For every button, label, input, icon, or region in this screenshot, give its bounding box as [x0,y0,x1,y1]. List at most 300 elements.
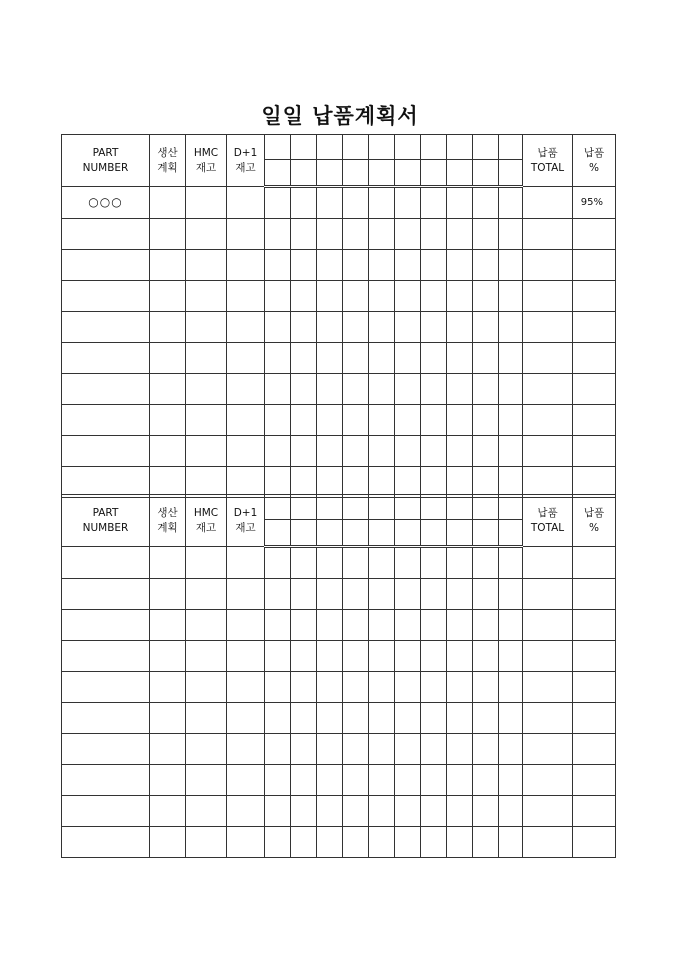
table-cell[interactable] [473,579,499,610]
table-cell[interactable] [447,312,473,343]
table-cell[interactable] [343,520,369,547]
table-cell[interactable] [447,520,473,547]
table-cell[interactable] [473,765,499,796]
table-cell[interactable] [150,579,186,610]
table-cell[interactable] [291,641,317,672]
table-cell[interactable] [369,467,395,498]
table-cell[interactable] [447,219,473,250]
table-cell[interactable] [227,374,265,405]
table-cell[interactable] [395,641,421,672]
table-cell[interactable] [317,250,343,281]
table-cell[interactable] [473,436,499,467]
table-cell[interactable] [473,467,499,498]
table-cell[interactable] [343,547,369,579]
table-cell[interactable] [395,672,421,703]
table-cell[interactable] [421,827,447,858]
table-cell[interactable] [227,579,265,610]
table-cell[interactable] [150,374,186,405]
table-cell[interactable] [343,187,369,219]
table-cell[interactable] [317,436,343,467]
table-cell[interactable] [186,734,227,765]
table-cell[interactable] [291,547,317,579]
table-cell[interactable] [573,734,616,765]
table-cell[interactable] [150,703,186,734]
table-cell[interactable] [447,436,473,467]
table-cell[interactable] [62,343,150,374]
table-cell[interactable] [499,436,523,467]
table-cell[interactable] [421,495,447,520]
table-cell[interactable] [447,343,473,374]
table-cell[interactable] [395,250,421,281]
table-cell[interactable] [369,343,395,374]
table-cell[interactable] [150,187,186,219]
table-cell[interactable] [317,734,343,765]
table-cell[interactable] [573,343,616,374]
table-cell[interactable] [473,796,499,827]
table-cell[interactable] [523,547,573,579]
table-cell[interactable] [265,374,291,405]
table-cell[interactable] [421,343,447,374]
table-cell[interactable] [395,734,421,765]
table-cell[interactable] [62,467,150,498]
table-cell[interactable] [421,703,447,734]
table-cell[interactable] [343,374,369,405]
table-cell[interactable] [291,827,317,858]
table-cell[interactable] [395,827,421,858]
table-cell[interactable] [447,405,473,436]
table-cell[interactable] [150,610,186,641]
table-cell[interactable] [186,610,227,641]
table-cell[interactable] [62,827,150,858]
table-cell[interactable] [227,312,265,343]
table-cell[interactable] [369,827,395,858]
table-cell[interactable] [265,135,291,160]
table-cell[interactable] [317,160,343,187]
table-cell[interactable] [343,827,369,858]
table-cell[interactable] [473,405,499,436]
table-cell[interactable] [317,579,343,610]
table-cell[interactable] [369,520,395,547]
table-cell[interactable] [499,579,523,610]
table-cell[interactable] [227,187,265,219]
table-cell[interactable] [265,436,291,467]
table-cell[interactable] [473,312,499,343]
table-cell[interactable] [369,312,395,343]
table-cell[interactable] [186,672,227,703]
table-cell[interactable] [523,796,573,827]
table-cell[interactable] [473,610,499,641]
table-cell[interactable] [291,796,317,827]
table-cell[interactable] [499,734,523,765]
table-cell[interactable] [573,281,616,312]
table-cell[interactable] [291,281,317,312]
table-cell[interactable] [473,520,499,547]
table-cell[interactable] [573,765,616,796]
table-cell[interactable] [62,405,150,436]
table-cell[interactable] [369,495,395,520]
table-cell[interactable] [186,579,227,610]
table-cell[interactable] [369,610,395,641]
table-cell[interactable] [573,467,616,498]
table-cell[interactable] [227,610,265,641]
table-cell[interactable] [369,219,395,250]
table-cell[interactable] [265,579,291,610]
table-cell[interactable] [447,765,473,796]
table-cell[interactable] [447,374,473,405]
table-cell[interactable] [421,160,447,187]
table-cell[interactable] [62,610,150,641]
table-cell[interactable] [150,467,186,498]
table-cell[interactable] [573,610,616,641]
table-cell[interactable] [62,547,150,579]
table-cell[interactable] [291,374,317,405]
table-cell[interactable] [499,405,523,436]
table-cell[interactable] [447,467,473,498]
table-cell[interactable] [499,250,523,281]
table-cell[interactable] [317,495,343,520]
table-cell[interactable] [343,579,369,610]
table-cell[interactable] [186,436,227,467]
table-cell[interactable] [291,610,317,641]
table-cell[interactable] [291,250,317,281]
table-cell[interactable] [499,765,523,796]
table-cell[interactable] [369,641,395,672]
table-cell[interactable] [523,281,573,312]
table-cell[interactable] [523,405,573,436]
table-cell[interactable] [150,436,186,467]
table-cell[interactable] [62,796,150,827]
table-cell[interactable] [369,703,395,734]
table-cell[interactable] [421,281,447,312]
table-cell[interactable] [523,436,573,467]
table-cell[interactable] [473,250,499,281]
table-cell[interactable] [395,135,421,160]
table-cell[interactable] [447,187,473,219]
table-cell[interactable] [499,641,523,672]
table-cell[interactable] [343,703,369,734]
table-cell[interactable] [473,219,499,250]
table-cell[interactable] [317,312,343,343]
table-cell[interactable] [421,547,447,579]
table-cell[interactable] [265,703,291,734]
table-cell[interactable] [343,343,369,374]
table-cell[interactable] [227,219,265,250]
table-cell[interactable] [265,827,291,858]
table-cell[interactable] [395,495,421,520]
table-cell[interactable] [150,641,186,672]
table-cell[interactable] [395,703,421,734]
part-number-cell[interactable]: ○○○ [62,187,150,219]
table-cell[interactable] [227,250,265,281]
table-cell[interactable] [395,405,421,436]
table-cell[interactable] [499,827,523,858]
table-cell[interactable] [473,343,499,374]
table-cell[interactable] [265,610,291,641]
table-cell[interactable] [369,579,395,610]
table-cell[interactable] [227,405,265,436]
table-cell[interactable] [573,312,616,343]
table-cell[interactable] [265,250,291,281]
table-cell[interactable] [369,374,395,405]
table-cell[interactable] [343,405,369,436]
table-cell[interactable] [523,219,573,250]
table-cell[interactable] [291,765,317,796]
table-cell[interactable] [186,765,227,796]
table-cell[interactable] [573,796,616,827]
table-cell[interactable] [523,312,573,343]
table-cell[interactable] [317,374,343,405]
table-cell[interactable] [62,219,150,250]
table-cell[interactable] [186,312,227,343]
table-cell[interactable] [421,135,447,160]
table-cell[interactable] [369,796,395,827]
table-cell[interactable] [150,312,186,343]
table-cell[interactable] [265,281,291,312]
table-cell[interactable] [499,187,523,219]
table-cell[interactable] [291,495,317,520]
table-cell[interactable] [447,672,473,703]
table-cell[interactable] [317,827,343,858]
table-cell[interactable] [186,187,227,219]
table-cell[interactable] [343,610,369,641]
table-cell[interactable] [573,547,616,579]
table-cell[interactable] [421,250,447,281]
table-cell[interactable] [150,547,186,579]
table-cell[interactable] [395,312,421,343]
table-cell[interactable] [447,495,473,520]
table-cell[interactable] [62,374,150,405]
table-cell[interactable] [343,281,369,312]
table-cell[interactable] [150,796,186,827]
table-cell[interactable] [186,281,227,312]
table-cell[interactable] [265,405,291,436]
table-cell[interactable] [447,160,473,187]
table-cell[interactable] [421,405,447,436]
table-cell[interactable] [499,135,523,160]
table-cell[interactable] [447,547,473,579]
table-cell[interactable] [265,187,291,219]
table-cell[interactable] [473,135,499,160]
table-cell[interactable] [317,796,343,827]
table-cell[interactable] [447,734,473,765]
table-cell[interactable] [150,250,186,281]
table-cell[interactable] [395,520,421,547]
table-cell[interactable] [291,520,317,547]
table-cell[interactable] [317,672,343,703]
table-cell[interactable] [447,135,473,160]
table-cell[interactable] [186,467,227,498]
table-cell[interactable] [343,436,369,467]
table-cell[interactable] [421,765,447,796]
table-cell[interactable] [186,827,227,858]
table-cell[interactable] [499,160,523,187]
table-cell[interactable] [186,343,227,374]
table-cell[interactable] [421,374,447,405]
table-cell[interactable] [291,703,317,734]
table-cell[interactable] [62,250,150,281]
table-cell[interactable] [265,734,291,765]
table-cell[interactable] [421,796,447,827]
table-cell[interactable] [343,312,369,343]
table-cell[interactable] [473,641,499,672]
table-cell[interactable] [265,672,291,703]
table-cell[interactable] [499,219,523,250]
table-cell[interactable] [291,467,317,498]
table-cell[interactable] [317,135,343,160]
table-cell[interactable] [523,343,573,374]
table-cell[interactable] [499,467,523,498]
table-cell[interactable] [186,250,227,281]
table-cell[interactable] [473,703,499,734]
table-cell[interactable] [523,579,573,610]
table-cell[interactable] [447,579,473,610]
table-cell[interactable] [369,281,395,312]
table-cell[interactable] [150,405,186,436]
table-cell[interactable] [317,405,343,436]
table-cell[interactable] [573,827,616,858]
table-cell[interactable] [317,187,343,219]
table-cell[interactable] [473,495,499,520]
table-cell[interactable] [62,672,150,703]
table-cell[interactable] [343,734,369,765]
table-cell[interactable] [291,343,317,374]
table-cell[interactable] [265,219,291,250]
table-cell[interactable] [291,219,317,250]
table-cell[interactable] [523,703,573,734]
table-cell[interactable] [150,672,186,703]
table-cell[interactable] [265,495,291,520]
table-cell[interactable] [291,579,317,610]
table-cell[interactable] [265,312,291,343]
table-cell[interactable] [395,160,421,187]
table-cell[interactable] [265,520,291,547]
table-cell[interactable] [573,436,616,467]
table-cell[interactable] [499,281,523,312]
table-cell[interactable] [421,467,447,498]
table-cell[interactable] [343,160,369,187]
table-cell[interactable] [227,703,265,734]
table-cell[interactable] [227,827,265,858]
table-cell[interactable] [227,734,265,765]
table-cell[interactable] [343,250,369,281]
table-cell[interactable] [573,703,616,734]
table-cell[interactable] [395,796,421,827]
table-cell[interactable] [499,312,523,343]
table-cell[interactable] [395,187,421,219]
table-cell[interactable] [395,281,421,312]
table-cell[interactable] [499,547,523,579]
table-cell[interactable] [473,734,499,765]
table-cell[interactable] [227,547,265,579]
table-cell[interactable] [369,405,395,436]
table-cell[interactable] [317,641,343,672]
table-cell[interactable] [499,796,523,827]
table-cell[interactable] [499,672,523,703]
table-cell[interactable] [265,467,291,498]
table-cell[interactable] [265,765,291,796]
table-cell[interactable] [317,219,343,250]
table-cell[interactable] [523,827,573,858]
table-cell[interactable] [369,734,395,765]
table-cell[interactable] [421,520,447,547]
table-cell[interactable] [421,641,447,672]
table-cell[interactable] [227,765,265,796]
table-cell[interactable] [523,374,573,405]
table-cell[interactable] [421,436,447,467]
table-cell[interactable] [473,374,499,405]
table-cell[interactable] [421,219,447,250]
table-cell[interactable] [317,765,343,796]
table-cell[interactable] [150,281,186,312]
table-cell[interactable] [186,219,227,250]
table-cell[interactable] [227,672,265,703]
table-cell[interactable] [317,281,343,312]
table-cell[interactable] [573,250,616,281]
delivery-percent-cell[interactable]: 95% [573,187,616,219]
table-cell[interactable] [291,312,317,343]
table-cell[interactable] [227,281,265,312]
table-cell[interactable] [523,672,573,703]
table-cell[interactable] [343,467,369,498]
table-cell[interactable] [150,827,186,858]
table-cell[interactable] [421,579,447,610]
table-cell[interactable] [227,467,265,498]
table-cell[interactable] [343,219,369,250]
table-cell[interactable] [447,610,473,641]
table-cell[interactable] [573,405,616,436]
table-cell[interactable] [343,672,369,703]
table-cell[interactable] [369,547,395,579]
table-cell[interactable] [421,312,447,343]
table-cell[interactable] [227,641,265,672]
table-cell[interactable] [186,703,227,734]
table-cell[interactable] [150,219,186,250]
table-cell[interactable] [499,374,523,405]
table-cell[interactable] [369,250,395,281]
table-cell[interactable] [265,796,291,827]
table-cell[interactable] [291,187,317,219]
table-cell[interactable] [62,579,150,610]
table-cell[interactable] [395,467,421,498]
table-cell[interactable] [499,520,523,547]
table-cell[interactable] [573,374,616,405]
table-cell[interactable] [317,547,343,579]
table-cell[interactable] [343,765,369,796]
table-cell[interactable] [573,672,616,703]
table-cell[interactable] [150,734,186,765]
table-cell[interactable] [317,610,343,641]
table-cell[interactable] [395,610,421,641]
table-cell[interactable] [523,765,573,796]
table-cell[interactable] [395,343,421,374]
table-cell[interactable] [395,579,421,610]
table-cell[interactable] [523,610,573,641]
table-cell[interactable] [227,796,265,827]
table-cell[interactable] [62,765,150,796]
table-cell[interactable] [473,547,499,579]
table-cell[interactable] [291,672,317,703]
table-cell[interactable] [473,281,499,312]
table-cell[interactable] [499,343,523,374]
table-cell[interactable] [473,160,499,187]
table-cell[interactable] [523,641,573,672]
table-cell[interactable] [395,547,421,579]
table-cell[interactable] [265,547,291,579]
table-cell[interactable] [62,281,150,312]
table-cell[interactable] [265,160,291,187]
table-cell[interactable] [343,796,369,827]
table-cell[interactable] [369,160,395,187]
